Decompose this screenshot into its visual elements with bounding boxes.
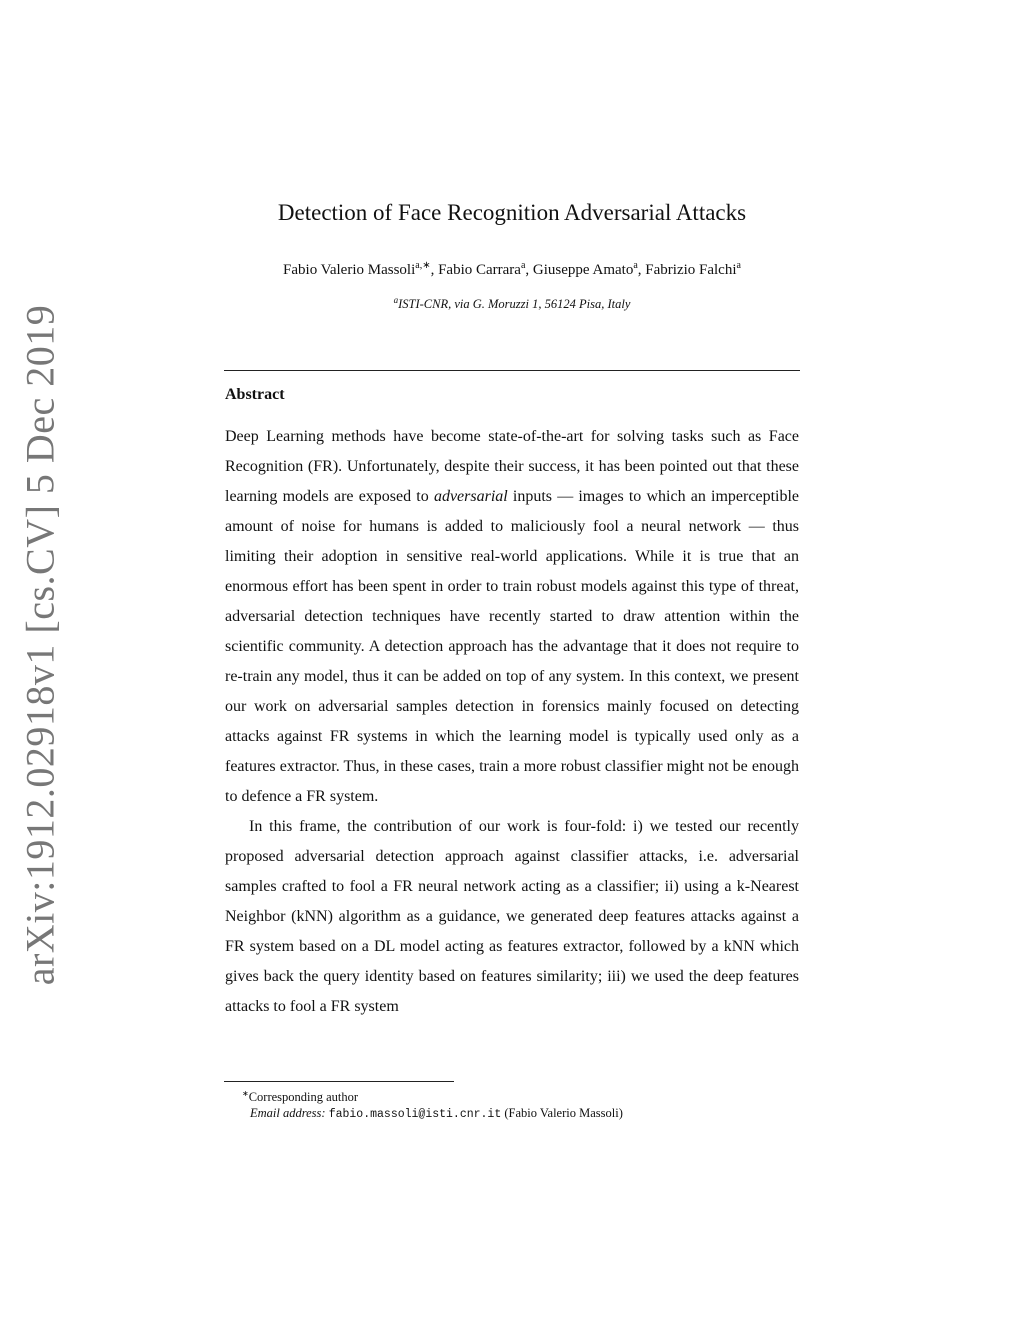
affiliation [0,295,1024,312]
abstract-paragraph-2: In this frame, the contribution of our work is four-fold: i) we tested our recently proposed adversarial detection approach against classifier attacks, i.e. adversarial samples crafted to fool a FR neural network acting as a classifier; ii) using a k-Nearest Neighbor (kNN) algorithm as a guidance, we generated deep features attacks against a FR system based on a DL model acting as features extractor, followed by a kNN which gives back the query identity based on features similarity; iii) we used the deep features attacks to fool a FR system [225,818,799,1015]
author-affiliation-mark: a [520,260,526,271]
author-name: Fabrizio Falchi [645,262,737,278]
email-owner: (Fabio Valerio Massoli) [504,1106,623,1121]
email-link[interactable]: fabio.massoli@isti.cnr.it [328,1108,502,1122]
author-affiliation-mark: a [736,260,741,271]
abstract-paragraph-1: Deep Learning methods have become state-of-the-art for solving tasks such as Face Recognition (FR). Unfortunately, despite their success, it has been pointed out that these learning models are exposed to adversarial inputs — images to which an imperceptible amount of noise for humans is added to maliciously fool a neural network — thus limiting their adoption in sensitive real-world applications. While it is true that an enormous effort has been spent in order to train robust models against this type of threat, adversarial detection techniques have recently started to draw attention within the scientific community. A detection approach has the advantage that it does not require to re-train any model, thus it can be added on top of any system. In this context, we present our work on adversarial samples detection in forensics mainly focused on detecting attacks against FR systems in which the learning model is typically used only as a features extractor. Thus, in these cases, train a more robust classifier might not be enough to defence a FR system. [225,428,800,805]
footnote-corresponding: ∗Corresponding author [242,1089,359,1105]
emphasis-adversarial: adversarial [433,488,508,505]
header-divider [224,370,800,371]
paper-title: Detection of Face Recognition Adversarial Attacks [277,200,747,225]
footnote-divider [224,1081,454,1082]
footnote-email-line [242,1105,623,1123]
arxiv-identifier-text: arXiv:1912.02918v1 [cs.CV] 5 Dec 2019 [17,304,63,986]
author-affiliation-mark: a,∗ [415,260,431,271]
footnote-mark: ∗ [242,1089,249,1098]
author-name: Giuseppe Amato [532,262,634,278]
email-label: Email address: [250,1106,326,1121]
author-list: Fabio Valerio Massoli$^{a,∗}$, Fabio Carrara$^a$, Giuseppe Amato$^a$, Fabrizio Falchi$^a$ [283,260,741,278]
author-name: Fabio Carrara [438,262,521,278]
author-name: Fabio Valerio Massoli [283,262,416,278]
affiliation-mark: a [393,295,399,305]
affiliation-text: ISTI-CNR, via G. Moruzzi 1, 56124 Pisa, Italy [398,297,631,312]
abstract-heading: Abstract [225,386,285,403]
author-affiliation-mark: a [633,260,638,271]
footnote [242,1086,623,1123]
abstract-body [225,422,799,1022]
